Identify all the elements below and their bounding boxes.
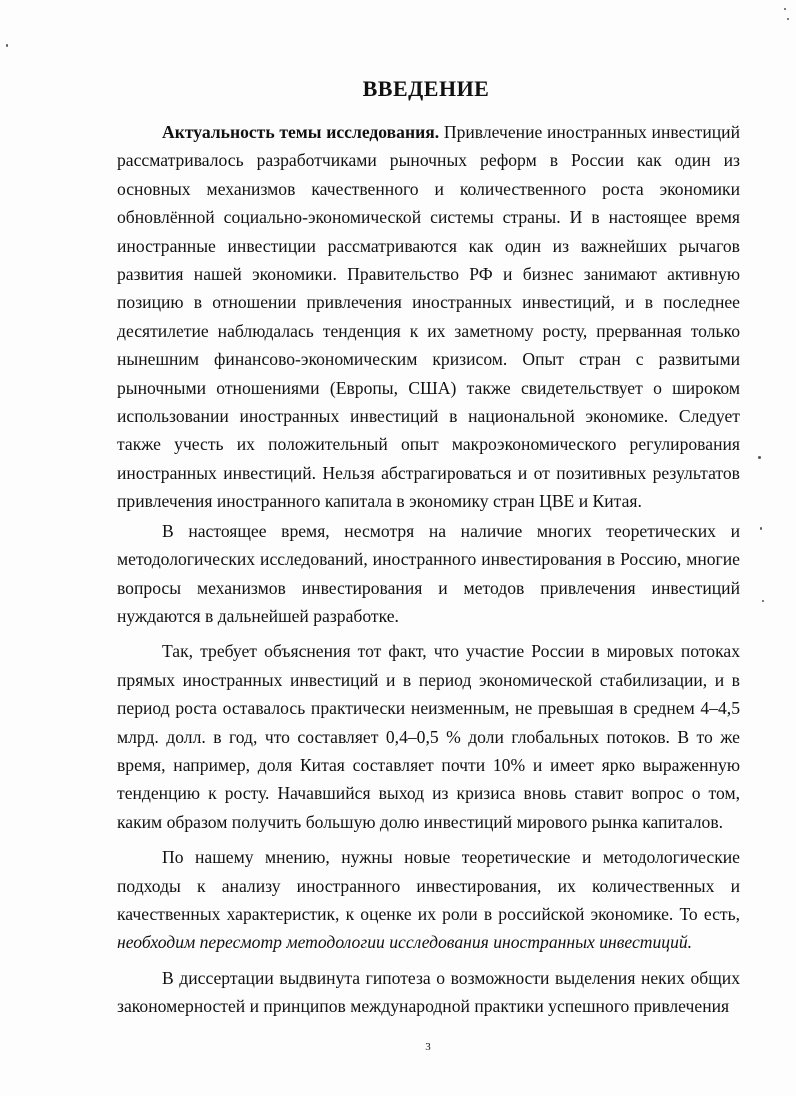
page-number: 3 [425, 1041, 431, 1053]
paragraph-research-status [117, 517, 740, 631]
paragraph-new-approaches [117, 843, 740, 957]
document-body [117, 118, 740, 1021]
scan-speck [758, 456, 761, 459]
scan-speck [787, 18, 789, 20]
paragraph-text: Привлечение иностранных инвестиций рассматривалось разработчиками рыночных реформ в России как один из основных механизмов качественного и количественного роста экономики обновлённой социально-экономической системы страны. И в настоящее время иностранные инвестиции рассматриваются как один из важнейших рычагов развития нашей экономики. Правительство РФ и бизнес занимают активную позицию в отношении привлечения иностранных инвестиций, и в последнее десятилетие наблюдалась тенденция к их заметному росту, прерванная только нынешним финансово-экономическим кризисом. Опыт стран с развитыми рыночными отношениями (Европы, США) также свидетельствует о широком использовании иностранных инвестиций в национальной экономике. Следует также учесть их положительный опыт макроэкономического регулирования иностранных инвестиций. Нельзя абстрагироваться и от позитивных результатов привлечения иностранного капитала в экономику стран ЦВЕ и Китая. [117, 122, 740, 512]
scan-speck [760, 527, 762, 530]
scan-speck [762, 600, 764, 602]
paragraph-hypothesis [117, 964, 740, 1021]
paragraph-text: В диссертации выдвинута гипотеза о возможности выделения неких общих закономерностей и принципов международной практики успешного привлечения [117, 967, 740, 1017]
paragraph-text: В настоящее время, несмотря на наличие многих теоретических и методологических исследований, иностранного инвестирования в Россию, многие вопросы механизмов инвестирования и методов привлечения инвестиций нуждаются в дальнейшей разработке. [117, 520, 740, 626]
paragraph-russia-share [117, 637, 740, 836]
paragraph-text: Так, требует объяснения тот факт, что участие России в мировых потоках прямых иностранных инвестиций и в период экономической стабилизации, и в период роста оставалось практически неизменным, не превышая в среднем 4–4,5 млрд. долл. в год, что составляет 0,4–0,5 % доли глобальных потоков. В то же время, например, доля Китая составляет почти 10% и имеет ярко выраженную тенденцию к росту. Начавшийся выход из кризиса вновь ставит вопрос о том, каким образом получить большую долю инвестиций мирового рынка капиталов. [117, 641, 740, 832]
paragraph-lead: Актуальность темы исследования. [162, 122, 440, 142]
paragraph-emphasis: необходим пересмотр методологии исследования иностранных инвестиций. [117, 932, 693, 953]
paragraph-text: По нашему мнению, нужны новые теоретические и методологические подходы к анализу иностранного инвестирования, их количественных и качественных характеристик, к оценке их роли в российской экономике. То есть, [117, 847, 740, 924]
scan-speck [784, 8, 786, 10]
page-title: ВВЕДЕНИЕ [362, 76, 490, 101]
paragraph-relevance [117, 118, 740, 516]
scan-speck [6, 44, 8, 47]
